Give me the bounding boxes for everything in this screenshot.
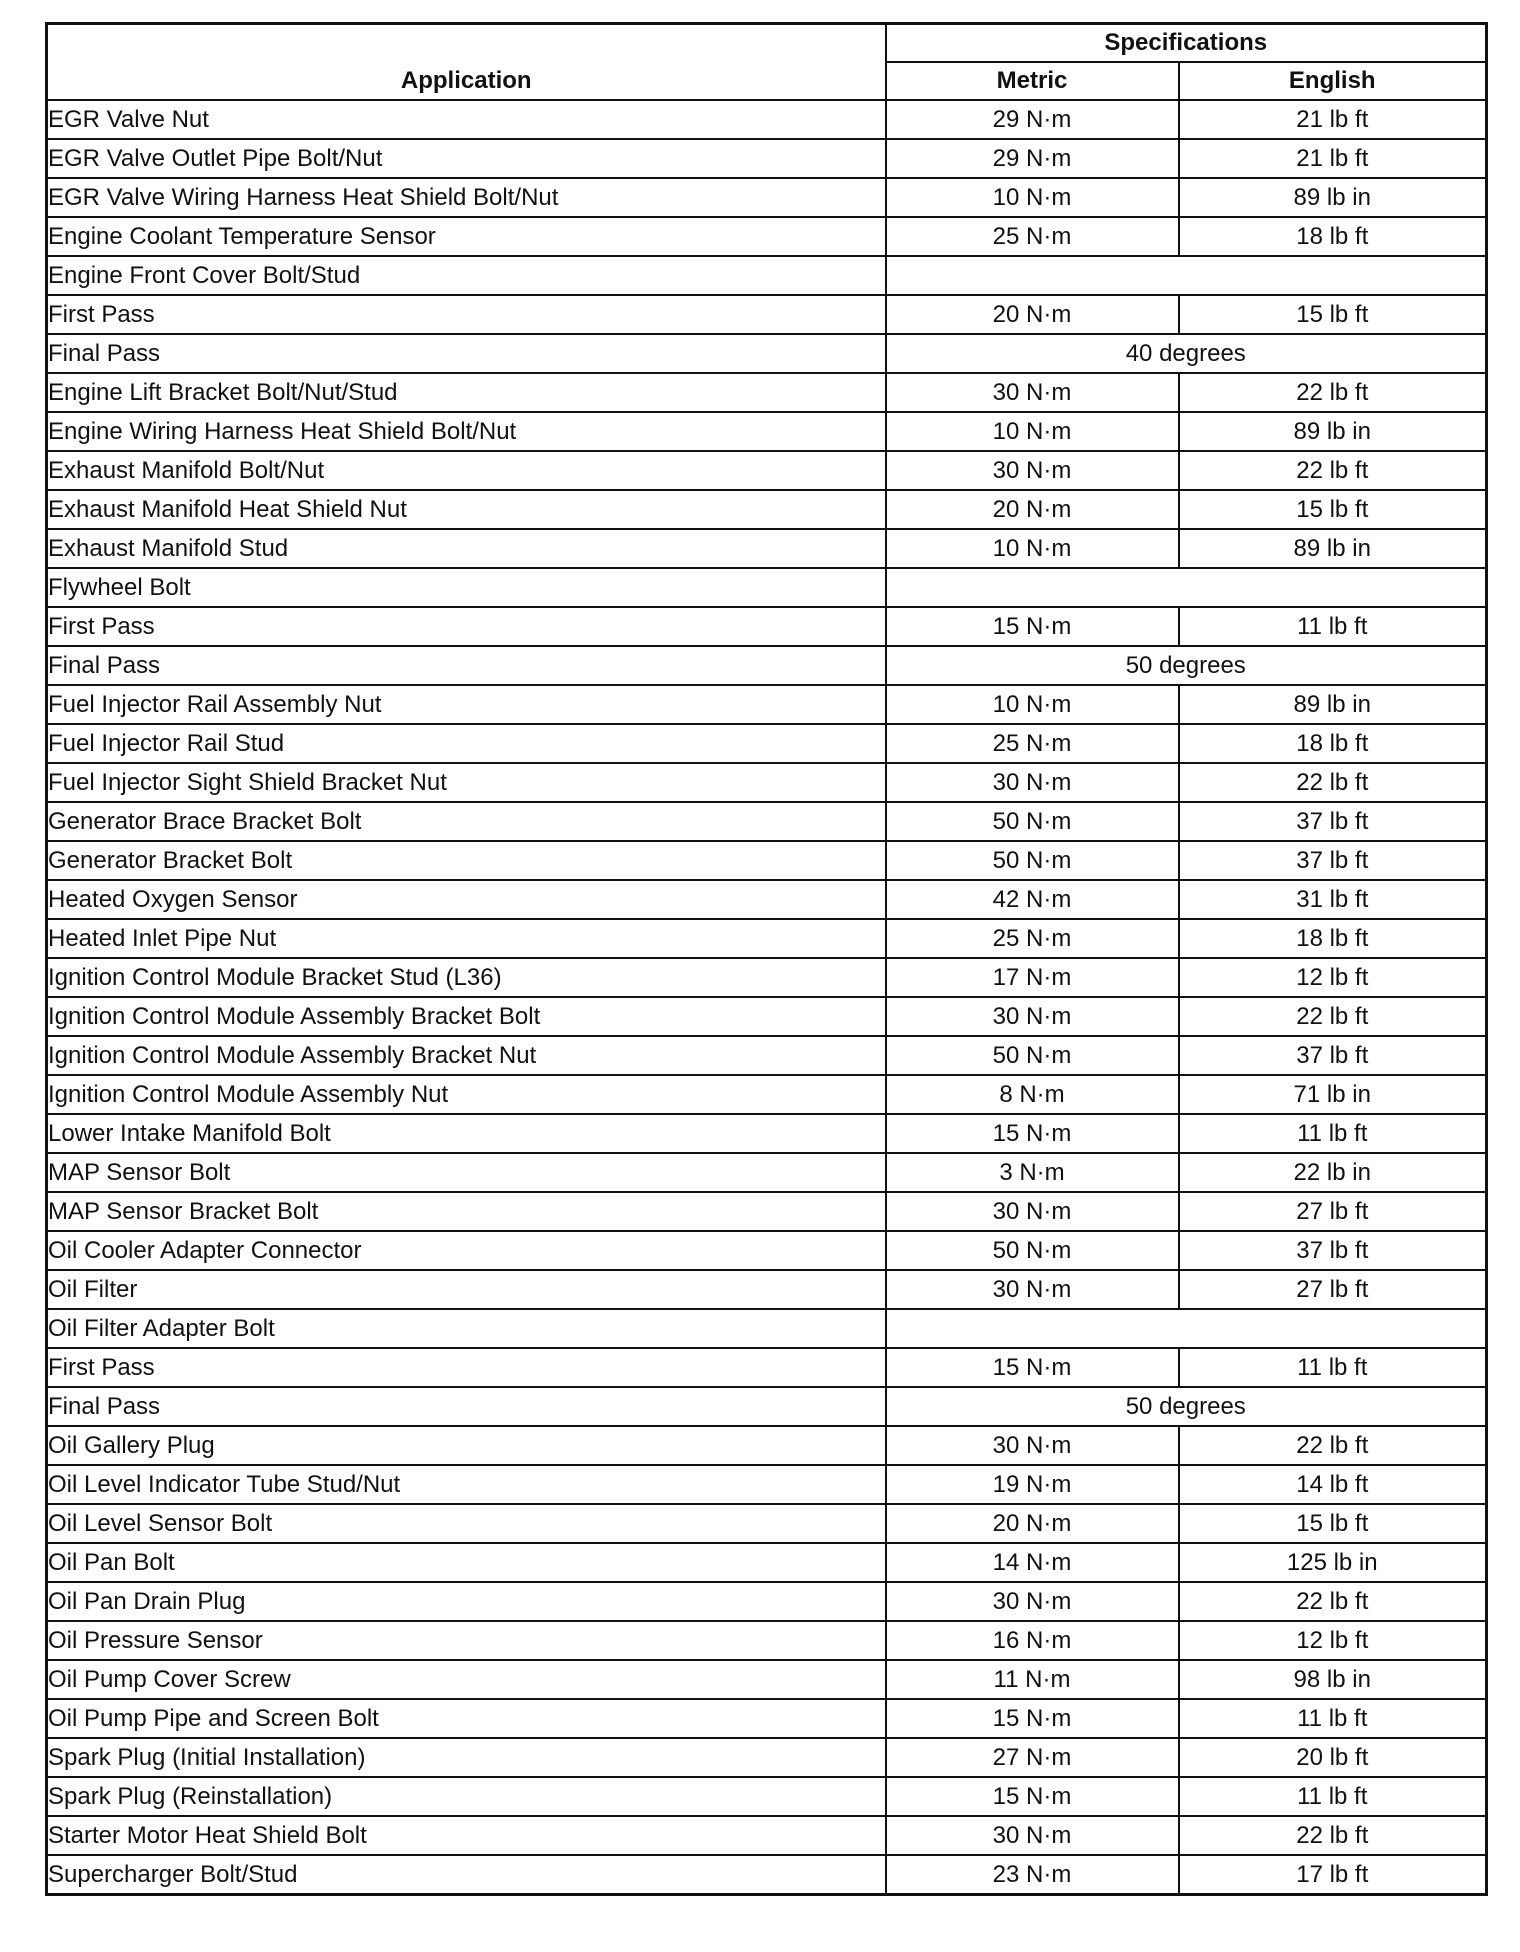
application-cell: Oil Pan Drain Plug: [47, 1582, 886, 1621]
metric-cell: 25 N·m: [886, 217, 1179, 256]
english-cell: 22 lb ft: [1179, 373, 1487, 412]
metric-cell: 10 N·m: [886, 178, 1179, 217]
application-cell: Fuel Injector Sight Shield Bracket Nut: [47, 763, 886, 802]
application-cell: Flywheel Bolt: [47, 568, 886, 607]
metric-cell: 30 N·m: [886, 1816, 1179, 1855]
english-cell: 11 lb ft: [1179, 607, 1487, 646]
application-cell: Starter Motor Heat Shield Bolt: [47, 1816, 886, 1855]
header-metric: Metric: [886, 62, 1179, 100]
table-row: [47, 802, 1487, 841]
combined-spec-cell: 50 degrees: [886, 1387, 1487, 1426]
english-cell: 27 lb ft: [1179, 1192, 1487, 1231]
table-row: [47, 1426, 1487, 1465]
metric-cell: 20 N·m: [886, 1504, 1179, 1543]
application-cell: Final Pass: [47, 334, 886, 373]
metric-cell: 30 N·m: [886, 997, 1179, 1036]
english-cell: 21 lb ft: [1179, 100, 1487, 139]
application-cell: Engine Front Cover Bolt/Stud: [47, 256, 886, 295]
table-row: [47, 1621, 1487, 1660]
header-specifications: Specifications: [886, 24, 1487, 63]
table-row: [47, 178, 1487, 217]
application-cell: Oil Pump Cover Screw: [47, 1660, 886, 1699]
english-cell: 27 lb ft: [1179, 1270, 1487, 1309]
application-cell: Heated Oxygen Sensor: [47, 880, 886, 919]
metric-cell: 29 N·m: [886, 139, 1179, 178]
application-cell: Oil Pressure Sensor: [47, 1621, 886, 1660]
english-cell: 22 lb in: [1179, 1153, 1487, 1192]
table-row: [47, 919, 1487, 958]
english-cell: 18 lb ft: [1179, 919, 1487, 958]
metric-cell: 23 N·m: [886, 1855, 1179, 1895]
metric-cell: 30 N·m: [886, 451, 1179, 490]
english-cell: 22 lb ft: [1179, 451, 1487, 490]
table-row: [47, 529, 1487, 568]
metric-cell: 50 N·m: [886, 802, 1179, 841]
metric-cell: 27 N·m: [886, 1738, 1179, 1777]
metric-cell: 10 N·m: [886, 685, 1179, 724]
table-row: [47, 1543, 1487, 1582]
group-spacer: [886, 568, 1487, 607]
table-row: [47, 100, 1487, 139]
application-cell: Fuel Injector Rail Assembly Nut: [47, 685, 886, 724]
english-cell: 11 lb ft: [1179, 1777, 1487, 1816]
combined-spec-cell: 40 degrees: [886, 334, 1487, 373]
table-row: [47, 373, 1487, 412]
english-cell: 37 lb ft: [1179, 1231, 1487, 1270]
metric-cell: 42 N·m: [886, 880, 1179, 919]
table-row: [47, 1504, 1487, 1543]
table-row: [47, 1816, 1487, 1855]
english-cell: 11 lb ft: [1179, 1114, 1487, 1153]
application-cell: First Pass: [47, 607, 886, 646]
english-cell: 18 lb ft: [1179, 217, 1487, 256]
english-cell: 89 lb in: [1179, 685, 1487, 724]
table-header: [47, 24, 1487, 101]
english-cell: 89 lb in: [1179, 529, 1487, 568]
table-row: [47, 256, 1487, 295]
table-row: [47, 958, 1487, 997]
metric-cell: 15 N·m: [886, 1348, 1179, 1387]
metric-cell: 15 N·m: [886, 607, 1179, 646]
application-cell: Generator Brace Bracket Bolt: [47, 802, 886, 841]
table-row: [47, 646, 1487, 685]
metric-cell: 50 N·m: [886, 1036, 1179, 1075]
metric-cell: 14 N·m: [886, 1543, 1179, 1582]
english-cell: 17 lb ft: [1179, 1855, 1487, 1895]
table-row: [47, 490, 1487, 529]
table-row: [47, 1309, 1487, 1348]
table-row: [47, 295, 1487, 334]
metric-cell: 30 N·m: [886, 1582, 1179, 1621]
table-row: [47, 1660, 1487, 1699]
application-cell: Generator Bracket Bolt: [47, 841, 886, 880]
application-cell: Exhaust Manifold Stud: [47, 529, 886, 568]
english-cell: 37 lb ft: [1179, 802, 1487, 841]
english-cell: 22 lb ft: [1179, 763, 1487, 802]
table-body: [47, 100, 1487, 1895]
english-cell: 21 lb ft: [1179, 139, 1487, 178]
table-row: [47, 607, 1487, 646]
application-cell: Final Pass: [47, 1387, 886, 1426]
application-cell: Ignition Control Module Assembly Nut: [47, 1075, 886, 1114]
metric-cell: 30 N·m: [886, 1270, 1179, 1309]
english-cell: 22 lb ft: [1179, 1582, 1487, 1621]
application-cell: Ignition Control Module Assembly Bracket Bolt: [47, 997, 886, 1036]
table-row: [47, 334, 1487, 373]
english-cell: 89 lb in: [1179, 178, 1487, 217]
application-cell: Oil Gallery Plug: [47, 1426, 886, 1465]
english-cell: 15 lb ft: [1179, 295, 1487, 334]
english-cell: 98 lb in: [1179, 1660, 1487, 1699]
table-row: [47, 1777, 1487, 1816]
table-row: [47, 1348, 1487, 1387]
english-cell: 11 lb ft: [1179, 1699, 1487, 1738]
table-row: [47, 1699, 1487, 1738]
application-cell: Heated Inlet Pipe Nut: [47, 919, 886, 958]
metric-cell: 19 N·m: [886, 1465, 1179, 1504]
table-row: [47, 1387, 1487, 1426]
table-row: [47, 217, 1487, 256]
metric-cell: 30 N·m: [886, 373, 1179, 412]
application-cell: Ignition Control Module Assembly Bracket Nut: [47, 1036, 886, 1075]
english-cell: 11 lb ft: [1179, 1348, 1487, 1387]
application-cell: MAP Sensor Bracket Bolt: [47, 1192, 886, 1231]
english-cell: 125 lb in: [1179, 1543, 1487, 1582]
table-row: [47, 685, 1487, 724]
metric-cell: 8 N·m: [886, 1075, 1179, 1114]
table-row: [47, 1465, 1487, 1504]
application-cell: Exhaust Manifold Bolt/Nut: [47, 451, 886, 490]
metric-cell: 3 N·m: [886, 1153, 1179, 1192]
english-cell: 22 lb ft: [1179, 1426, 1487, 1465]
english-cell: 22 lb ft: [1179, 997, 1487, 1036]
table-row: [47, 412, 1487, 451]
metric-cell: 10 N·m: [886, 529, 1179, 568]
application-cell: Final Pass: [47, 646, 886, 685]
metric-cell: 30 N·m: [886, 1426, 1179, 1465]
table-row: [47, 1036, 1487, 1075]
application-cell: Oil Pump Pipe and Screen Bolt: [47, 1699, 886, 1738]
table-row: [47, 1582, 1487, 1621]
metric-cell: 15 N·m: [886, 1777, 1179, 1816]
table-row: [47, 139, 1487, 178]
metric-cell: 29 N·m: [886, 100, 1179, 139]
metric-cell: 11 N·m: [886, 1660, 1179, 1699]
application-cell: Lower Intake Manifold Bolt: [47, 1114, 886, 1153]
table-row: [47, 1075, 1487, 1114]
application-cell: MAP Sensor Bolt: [47, 1153, 886, 1192]
metric-cell: 25 N·m: [886, 919, 1179, 958]
torque-spec-table: [45, 22, 1488, 1896]
english-cell: 37 lb ft: [1179, 841, 1487, 880]
application-cell: Spark Plug (Initial Installation): [47, 1738, 886, 1777]
table-row: [47, 1231, 1487, 1270]
metric-cell: 50 N·m: [886, 1231, 1179, 1270]
application-cell: Oil Filter: [47, 1270, 886, 1309]
english-cell: 15 lb ft: [1179, 1504, 1487, 1543]
table-row: [47, 1153, 1487, 1192]
english-cell: 31 lb ft: [1179, 880, 1487, 919]
application-cell: Supercharger Bolt/Stud: [47, 1855, 886, 1895]
table-row: [47, 997, 1487, 1036]
application-cell: Oil Pan Bolt: [47, 1543, 886, 1582]
application-cell: EGR Valve Nut: [47, 100, 886, 139]
english-cell: 71 lb in: [1179, 1075, 1487, 1114]
metric-cell: 30 N·m: [886, 1192, 1179, 1231]
english-cell: 20 lb ft: [1179, 1738, 1487, 1777]
header-english: English: [1179, 62, 1487, 100]
table-row: [47, 880, 1487, 919]
application-cell: Fuel Injector Rail Stud: [47, 724, 886, 763]
application-cell: EGR Valve Outlet Pipe Bolt/Nut: [47, 139, 886, 178]
english-cell: 12 lb ft: [1179, 958, 1487, 997]
group-spacer: [886, 1309, 1487, 1348]
table-row: [47, 568, 1487, 607]
application-cell: Engine Lift Bracket Bolt/Nut/Stud: [47, 373, 886, 412]
english-cell: 89 lb in: [1179, 412, 1487, 451]
metric-cell: 25 N·m: [886, 724, 1179, 763]
english-cell: 14 lb ft: [1179, 1465, 1487, 1504]
english-cell: 22 lb ft: [1179, 1816, 1487, 1855]
metric-cell: 20 N·m: [886, 490, 1179, 529]
application-cell: Oil Level Sensor Bolt: [47, 1504, 886, 1543]
table-row: [47, 1270, 1487, 1309]
english-cell: 12 lb ft: [1179, 1621, 1487, 1660]
table-row: [47, 1738, 1487, 1777]
application-cell: First Pass: [47, 295, 886, 334]
application-cell: Ignition Control Module Bracket Stud (L36): [47, 958, 886, 997]
metric-cell: 17 N·m: [886, 958, 1179, 997]
application-cell: Engine Wiring Harness Heat Shield Bolt/Nut: [47, 412, 886, 451]
application-cell: Oil Filter Adapter Bolt: [47, 1309, 886, 1348]
application-cell: Engine Coolant Temperature Sensor: [47, 217, 886, 256]
metric-cell: 50 N·m: [886, 841, 1179, 880]
group-spacer: [886, 256, 1487, 295]
application-cell: Exhaust Manifold Heat Shield Nut: [47, 490, 886, 529]
table-row: [47, 841, 1487, 880]
table-row: [47, 763, 1487, 802]
metric-cell: 30 N·m: [886, 763, 1179, 802]
application-cell: Oil Level Indicator Tube Stud/Nut: [47, 1465, 886, 1504]
table-row: [47, 1192, 1487, 1231]
combined-spec-cell: 50 degrees: [886, 646, 1487, 685]
table-row: [47, 451, 1487, 490]
application-cell: EGR Valve Wiring Harness Heat Shield Bolt/Nut: [47, 178, 886, 217]
application-cell: First Pass: [47, 1348, 886, 1387]
table-row: [47, 1114, 1487, 1153]
header-application: Application: [47, 24, 886, 101]
metric-cell: 20 N·m: [886, 295, 1179, 334]
metric-cell: 10 N·m: [886, 412, 1179, 451]
application-cell: Oil Cooler Adapter Connector: [47, 1231, 886, 1270]
application-cell: Spark Plug (Reinstallation): [47, 1777, 886, 1816]
metric-cell: 15 N·m: [886, 1114, 1179, 1153]
metric-cell: 16 N·m: [886, 1621, 1179, 1660]
english-cell: 18 lb ft: [1179, 724, 1487, 763]
table-row: [47, 1855, 1487, 1895]
metric-cell: 15 N·m: [886, 1699, 1179, 1738]
english-cell: 37 lb ft: [1179, 1036, 1487, 1075]
english-cell: 15 lb ft: [1179, 490, 1487, 529]
table-row: [47, 724, 1487, 763]
